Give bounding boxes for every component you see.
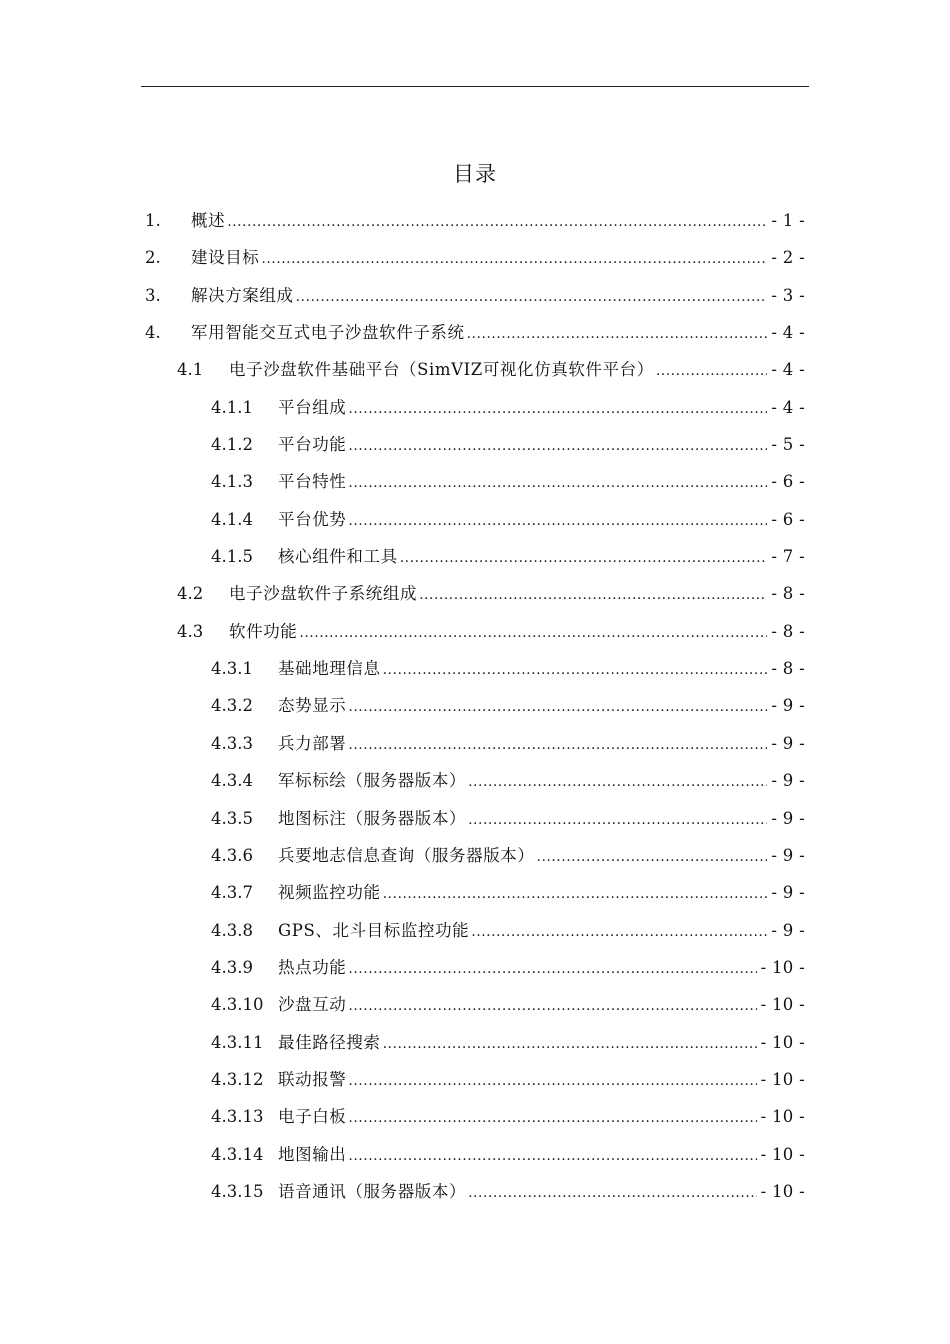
toc-entry-page: - 6 - (771, 509, 805, 529)
toc-entry-title: 平台功能 (278, 435, 347, 455)
toc-entry-number: 4.3.2 (211, 696, 253, 716)
toc-entry-title: 军用智能交互式电子沙盘软件子系统 (191, 323, 465, 343)
toc-entry-page: - 10 - (760, 957, 805, 977)
toc-entry-page: - 9 - (771, 920, 805, 940)
toc-title: 目录 (453, 162, 497, 186)
toc-entry-number: 4.2 (177, 584, 204, 604)
toc-entry[interactable] (0, 575, 950, 612)
toc-entry-title: 联动报警 (278, 1069, 347, 1089)
toc-entry-title: 软件功能 (229, 621, 298, 641)
toc-entry-number: 2. (145, 248, 161, 268)
toc-leader-dots (348, 1063, 756, 1100)
toc-leader-dots (348, 503, 767, 540)
toc-entry-page: - 10 - (760, 1069, 805, 1089)
toc-entry[interactable] (0, 538, 950, 575)
toc-entry[interactable] (0, 1136, 950, 1173)
toc-entry[interactable] (0, 1098, 950, 1135)
toc-leader-dots (348, 391, 767, 428)
toc-entry-number: 4.3.5 (211, 808, 253, 828)
toc-entry-page: - 10 - (760, 1144, 805, 1164)
toc-entry-page: - 6 - (771, 472, 805, 492)
toc-entry-title: 语音通讯（服务器版本） (278, 1181, 467, 1201)
toc-leader-dots (348, 465, 767, 502)
toc-entry-number: 4.3.11 (211, 1032, 264, 1052)
toc-leader-dots (299, 615, 767, 652)
toc-leader-dots (348, 1138, 756, 1175)
toc-entry-page: - 5 - (771, 435, 805, 455)
toc-entry-number: 4.1.2 (211, 435, 253, 455)
toc-entry-page: - 4 - (771, 323, 805, 343)
toc-entry-number: 4.3.10 (211, 995, 264, 1015)
toc-leader-dots (468, 764, 767, 801)
toc-entry-page: - 9 - (771, 845, 805, 865)
toc-entry-title: 军标标绘（服务器版本） (278, 771, 467, 791)
toc-entry-title: 基础地理信息 (278, 659, 381, 679)
toc-entry-number: 1. (145, 211, 161, 230)
toc-entry-title: 地图标注（服务器版本） (278, 808, 467, 828)
toc-entry[interactable] (0, 202, 950, 239)
toc-entry-page: - 7 - (771, 547, 805, 567)
toc-entry-number: 4.1.3 (211, 472, 253, 492)
toc-leader-dots (537, 839, 768, 876)
toc-entry-page: - 9 - (771, 733, 805, 753)
toc-entry-page: - 4 - (771, 397, 805, 417)
toc-entry[interactable] (0, 426, 950, 463)
toc-entry-number: 4.3.15 (211, 1181, 264, 1201)
toc-leader-dots (296, 279, 768, 316)
toc-entry[interactable] (0, 1024, 950, 1061)
toc-entry-title: 电子沙盘软件基础平台（SimVIZ可视化仿真软件平台） (229, 360, 654, 380)
toc-entry[interactable] (0, 1173, 950, 1210)
toc-entry-number: 4.3.7 (211, 883, 253, 903)
toc-entry-title: 最佳路径搜索 (278, 1032, 381, 1052)
toc-entry-number: 4.1.4 (211, 509, 253, 529)
toc-entry-title: 热点功能 (278, 957, 347, 977)
toc-entry-page: - 1 - (771, 211, 805, 230)
toc-entry-page: - 10 - (760, 995, 805, 1015)
toc-leader-dots (656, 353, 768, 390)
toc-entry[interactable] (0, 463, 950, 500)
toc-entry-number: 4.3.4 (211, 771, 253, 791)
toc-entry[interactable] (0, 277, 950, 314)
toc-entry[interactable] (0, 314, 950, 351)
toc-entry-page: - 8 - (771, 621, 805, 641)
toc-entry[interactable] (0, 837, 950, 874)
toc-leader-dots (383, 1026, 757, 1063)
toc-leader-dots (227, 204, 767, 241)
toc-entry-title: 视频监控功能 (278, 883, 381, 903)
toc-entry-number: 4.3.13 (211, 1107, 264, 1127)
toc-entry-title: 建设目标 (191, 248, 260, 268)
toc-entry[interactable] (0, 912, 950, 949)
toc-entry-title: 解决方案组成 (191, 285, 294, 305)
toc-entry[interactable] (0, 351, 950, 388)
toc-leader-dots (383, 876, 768, 913)
toc-leader-dots (468, 1175, 756, 1212)
toc-entry-title: 概述 (191, 211, 226, 230)
toc-entry-number: 4.3.6 (211, 845, 253, 865)
toc-entry-page: - 10 - (760, 1181, 805, 1201)
toc-entry-number: 3. (145, 285, 161, 305)
toc-entry-number: 4.3.12 (211, 1069, 264, 1089)
toc-entry-page: - 8 - (771, 659, 805, 679)
toc-entry-page: - 4 - (771, 360, 805, 380)
toc-leader-dots (261, 241, 767, 278)
toc-entry-title: 平台组成 (278, 397, 347, 417)
toc-entry[interactable] (0, 501, 950, 538)
toc-entry[interactable] (0, 874, 950, 911)
toc-entry-page: - 8 - (771, 584, 805, 604)
toc-entry-number: 4.3.9 (211, 957, 253, 977)
toc-entry-number: 4.3.3 (211, 733, 253, 753)
toc-entry-number: 4.1 (177, 360, 204, 380)
toc-entry-number: 4. (145, 323, 161, 343)
toc-leader-dots (348, 988, 756, 1025)
toc-entry-number: 4.3.1 (211, 659, 253, 679)
toc-entry-title: 态势显示 (278, 696, 347, 716)
toc-entry-number: 4.1.1 (211, 397, 253, 417)
toc-leader-dots (348, 951, 756, 988)
toc-entry[interactable] (0, 1061, 950, 1098)
toc-entry[interactable] (0, 239, 950, 276)
toc-entry[interactable] (0, 800, 950, 837)
toc-entry-title: 核心组件和工具 (278, 547, 398, 567)
toc-entry-page: - 9 - (771, 771, 805, 791)
toc-entry-number: 4.3.8 (211, 920, 253, 940)
header-rule (141, 86, 809, 87)
toc-leader-dots (348, 727, 767, 764)
toc-entry-page: - 3 - (771, 285, 805, 305)
toc-entry[interactable] (0, 949, 950, 986)
toc-leader-dots (400, 540, 768, 577)
toc-entry[interactable] (0, 687, 950, 724)
toc-entry-title: 电子白板 (278, 1107, 347, 1127)
toc-leader-dots (471, 914, 767, 951)
toc-entry-page: - 10 - (760, 1032, 805, 1052)
toc-entry-title: 平台特性 (278, 472, 347, 492)
toc-entry[interactable] (0, 650, 950, 687)
toc-entry-title: 平台优势 (278, 509, 347, 529)
toc-entry-title: 地图输出 (278, 1144, 347, 1164)
toc-entry[interactable] (0, 762, 950, 799)
toc-entry-page: - 9 - (771, 883, 805, 903)
toc-leader-dots (348, 428, 767, 465)
toc-entry[interactable] (0, 725, 950, 762)
toc-entry-number: 4.3.14 (211, 1144, 264, 1164)
toc-leader-dots (383, 652, 768, 689)
toc-entry-page: - 2 - (771, 248, 805, 268)
toc-entry-number: 4.1.5 (211, 547, 253, 567)
toc-entry-title: GPS、北斗目标监控功能 (278, 920, 470, 940)
toc-leader-dots (468, 802, 767, 839)
toc-leader-dots (348, 1100, 756, 1137)
toc-leader-dots (419, 577, 767, 614)
toc-entry[interactable] (0, 389, 950, 426)
toc-entry-page: - 10 - (760, 1107, 805, 1127)
toc-entry-title: 沙盘互动 (278, 995, 347, 1015)
toc-leader-dots (467, 316, 768, 353)
toc-entry-page: - 9 - (771, 696, 805, 716)
toc-list (0, 202, 950, 1210)
toc-leader-dots (348, 689, 767, 726)
toc-entry-page: - 9 - (771, 808, 805, 828)
toc-entry-title: 兵要地志信息查询（服务器版本） (278, 845, 535, 865)
toc-entry-number: 4.3 (177, 621, 204, 641)
toc-entry[interactable] (0, 613, 950, 650)
toc-entry-title: 电子沙盘软件子系统组成 (229, 584, 418, 604)
toc-entry-title: 兵力部署 (278, 733, 347, 753)
toc-entry[interactable] (0, 986, 950, 1023)
